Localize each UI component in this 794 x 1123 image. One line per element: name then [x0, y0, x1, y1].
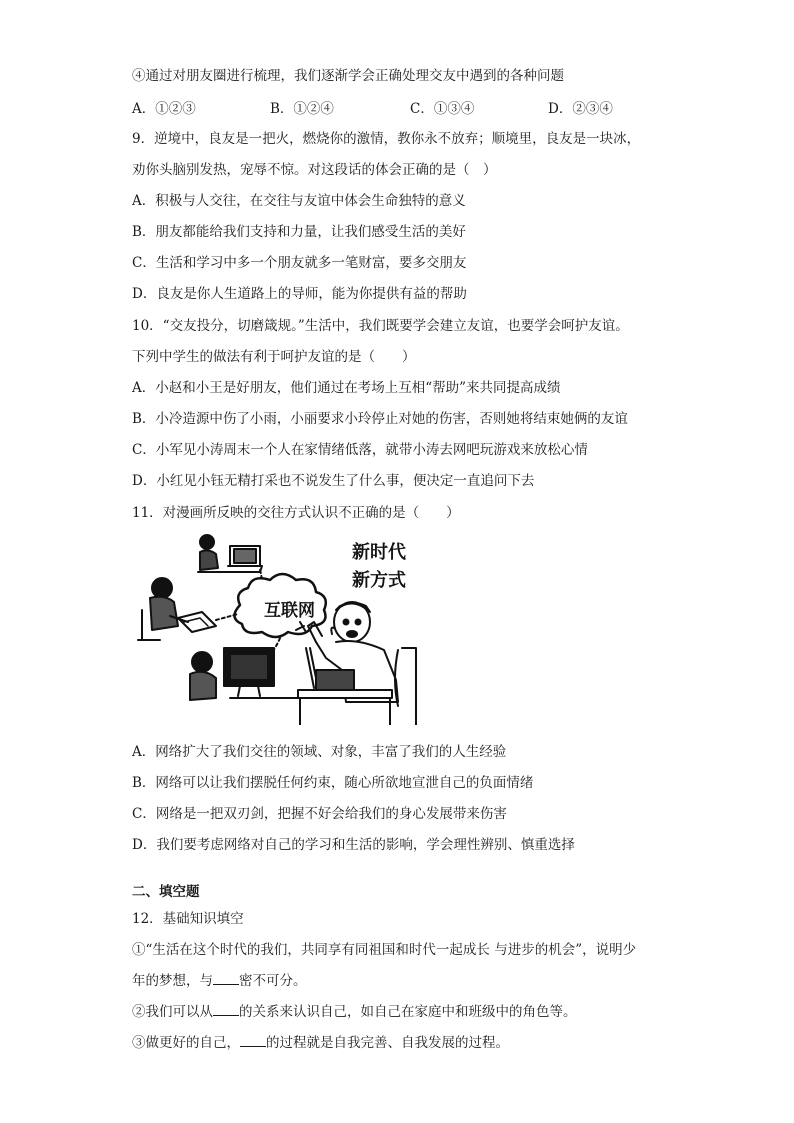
- caption-line-1: 新时代: [352, 542, 406, 563]
- q12-item-3-text-a: ③做更好的自己，: [132, 1035, 240, 1051]
- q12-item-1-text-a: 年的梦想，与: [132, 973, 213, 989]
- q8-options: [132, 97, 692, 117]
- q9-stem-line2: 劝你头脑别发热，宠辱不惊。对这段话的体会正确的是（ ）: [132, 162, 497, 178]
- section-title: 二、填空题: [132, 884, 200, 900]
- q10-stem-line2: 下列中学生的做法有利于呵护友谊的是（ ）: [132, 349, 416, 365]
- q12-item-2-blank[interactable]: [213, 1002, 239, 1016]
- q12-item-1-text-b: 密不可分。: [239, 973, 307, 989]
- q8-option-a: A．①②③: [132, 101, 196, 117]
- q10-option-b: B．小冷造源中伤了小雨，小丽要求小玲停止对她的伤害，否则她将结束她俩的友谊: [132, 411, 628, 427]
- q12-item-3-text-b: 的过程就是自我完善、自我发展的过程。: [266, 1035, 509, 1051]
- q11-option-c: C．网络是一把双刃剑，把握不好会给我们的身心发展带来伤害: [132, 806, 507, 822]
- q12-stem: 12．基础知识填空: [132, 911, 244, 927]
- q12-item-3-blank[interactable]: [240, 1033, 266, 1047]
- q10-option-d: D．小红见小钰无精打采也不说发生了什么事，便决定一直追问下去: [132, 473, 535, 489]
- q12-item-1-line2: [132, 971, 307, 991]
- q9-option-d: D．良友是你人生道路上的导师，能为你提供有益的帮助: [132, 286, 467, 302]
- q9-option-a: A．积极与人交往，在交往与友谊中体会生命独特的意义: [132, 193, 466, 209]
- q9-option-b: B．朋友都能给我们支持和力量，让我们感受生活的美好: [132, 224, 466, 240]
- q9-stem-line1: 9．逆境中，良友是一把火，燃烧你的激情，教你永不放弃；顺境里，良友是一块冰，: [132, 131, 641, 147]
- q12-item-2-text-b: 的关系来认识自己，如自己在家庭中和班级中的角色等。: [239, 1004, 577, 1020]
- q8-option-d: D．②③④: [548, 101, 613, 117]
- q12-item-1-line1: ①“生活在这个时代的我们，共同享有同祖国和时代一起成长 与进步的机会”，说明少: [132, 942, 637, 958]
- q10-option-a: A．小赵和小王是好朋友，他们通过在考场上互相“帮助”来共同提高成绩: [132, 380, 561, 396]
- q8-option-c: C．①③④: [410, 101, 475, 117]
- q8-option-b: B．①②④: [270, 101, 334, 117]
- q11-option-b: B．网络可以让我们摆脱任何约束，随心所欲地宣泄自己的负面情绪: [132, 775, 534, 791]
- q9-option-c: C．生活和学习中多一个朋友就多一笔财富，要多交朋友: [132, 255, 467, 271]
- q11-cartoon: [130, 530, 430, 725]
- q12-item-2-text-a: ②我们可以从: [132, 1004, 213, 1020]
- q11-option-d: D．我们要考虑网络对自己的学习和生活的影响，学会理性辨别、慎重选择: [132, 837, 575, 853]
- cartoon-drawing: [130, 530, 430, 725]
- cloud-label: 互联网: [264, 601, 315, 621]
- q12-item-3: [132, 1033, 509, 1053]
- q11-stem: 11．对漫画所反映的交往方式认识不正确的是（ ）: [132, 505, 460, 521]
- q10-option-c: C．小军见小涛周末一个人在家情绪低落，就带小涛去网吧玩游戏来放松心情: [132, 442, 588, 458]
- q12-item-2: [132, 1002, 577, 1022]
- q10-stem-line1: 10．“交友投分，切磨箴规。”生活中，我们既要学会建立友谊，也要学会呵护友谊。: [132, 318, 629, 334]
- q8-item-4: ④通过对朋友圈进行梳理，我们逐渐学会正确处理交友中遇到的各种问题: [132, 68, 564, 84]
- q11-option-a: A．网络扩大了我们交往的领域、对象，丰富了我们的人生经验: [132, 744, 507, 760]
- q12-item-1-blank[interactable]: [213, 971, 239, 985]
- caption-line-2: 新方式: [352, 570, 406, 591]
